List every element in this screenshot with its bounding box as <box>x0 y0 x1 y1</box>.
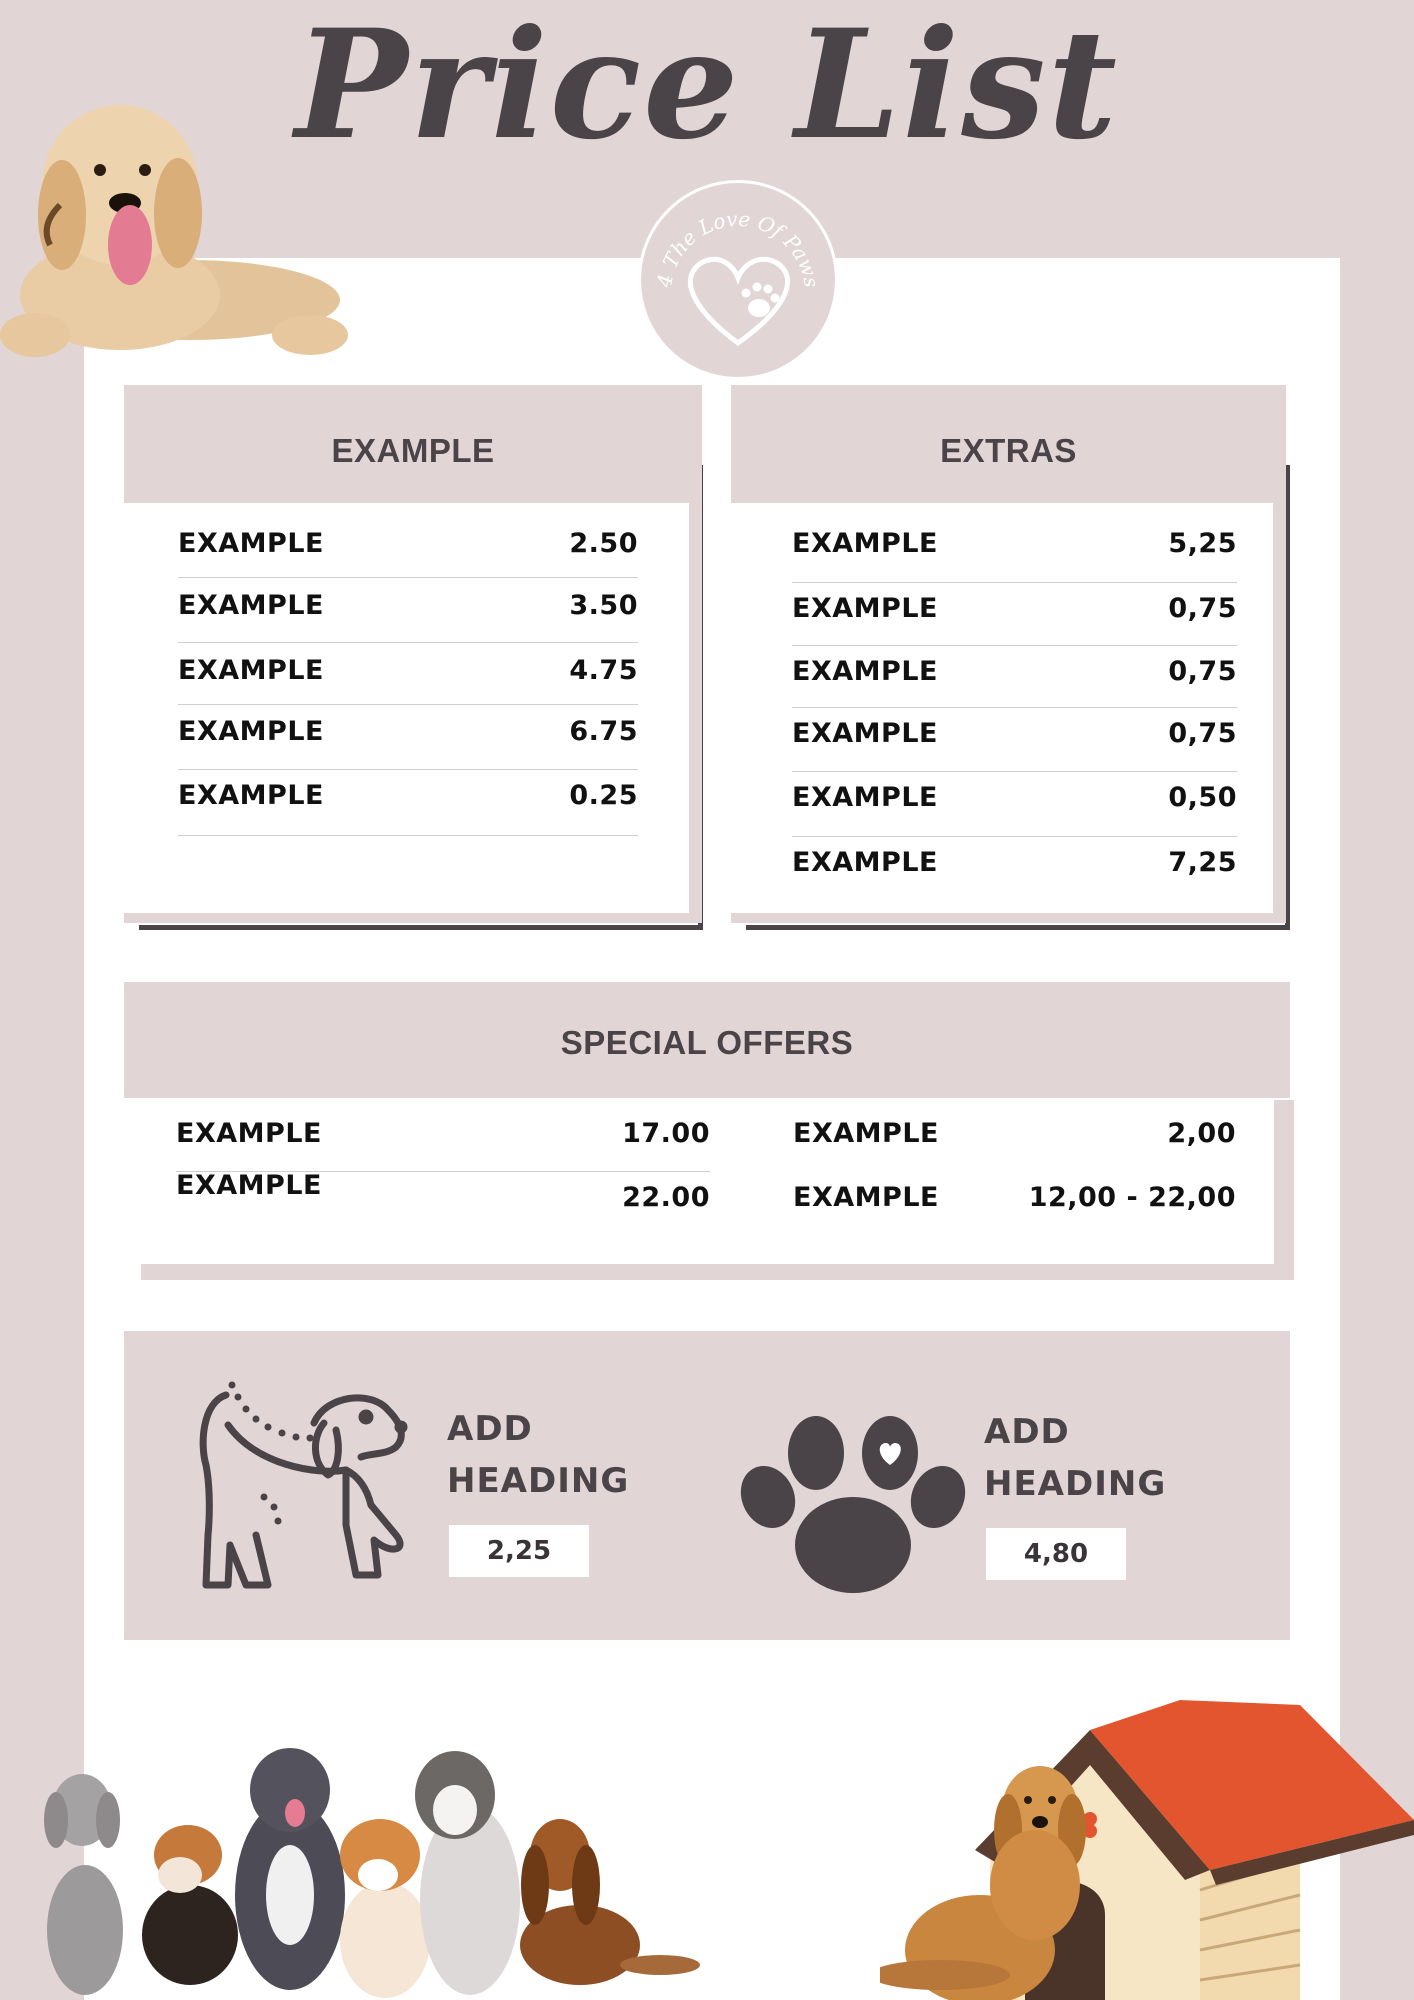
price-row: EXAMPLE 3.50 <box>178 580 638 643</box>
price-row: EXAMPLE 0,50 <box>792 772 1237 837</box>
example-section <box>124 385 708 945</box>
section-header: SPECIAL OFFERS <box>560 1024 854 1061</box>
dogs-group-photo <box>20 1725 700 2000</box>
feature-price: 2,25 <box>449 1525 589 1577</box>
price-row: EXAMPLE 12,00 - 22,00 <box>793 1182 1236 1213</box>
price-row: EXAMPLE 2.50 <box>178 518 638 578</box>
price-row: EXAMPLE 6.75 <box>178 706 638 770</box>
section-header: EXTRAS <box>940 432 1077 469</box>
brand-logo <box>638 180 838 380</box>
price-row: EXAMPLE 7,25 <box>792 847 1237 878</box>
features-band <box>124 1331 1290 1640</box>
extras-section <box>731 385 1295 945</box>
price-row: EXAMPLE 17.00 <box>176 1108 710 1172</box>
section-header: EXAMPLE <box>331 432 495 469</box>
price-row: EXAMPLE 0,75 <box>792 646 1237 708</box>
price-row: EXAMPLE 0,75 <box>792 583 1237 646</box>
price-row: EXAMPLE 22.00 <box>176 1170 710 1213</box>
doghouse-photo <box>880 1700 1414 2000</box>
price-row: EXAMPLE 0,75 <box>792 708 1237 772</box>
dog-walking-icon <box>196 1375 411 1595</box>
price-row: EXAMPLE 0.25 <box>178 770 638 836</box>
price-row: EXAMPLE 5,25 <box>792 518 1237 583</box>
heart-paw-icon <box>641 183 835 377</box>
price-row: EXAMPLE 4.75 <box>178 645 638 705</box>
price-row: EXAMPLE 2,00 <box>793 1118 1236 1149</box>
feature-price: 4,80 <box>986 1528 1126 1580</box>
special-offers-section <box>124 982 1294 1300</box>
svg-text:4 The Love Of Paws: 4 The Love Of Paws <box>652 206 824 289</box>
feature-heading: ADD HEADING <box>447 1409 630 1501</box>
paw-heart-icon <box>738 1415 968 1595</box>
puppy-photo <box>0 95 350 360</box>
feature-heading: ADD HEADING <box>984 1412 1167 1504</box>
page-title: Price List <box>295 0 1119 173</box>
